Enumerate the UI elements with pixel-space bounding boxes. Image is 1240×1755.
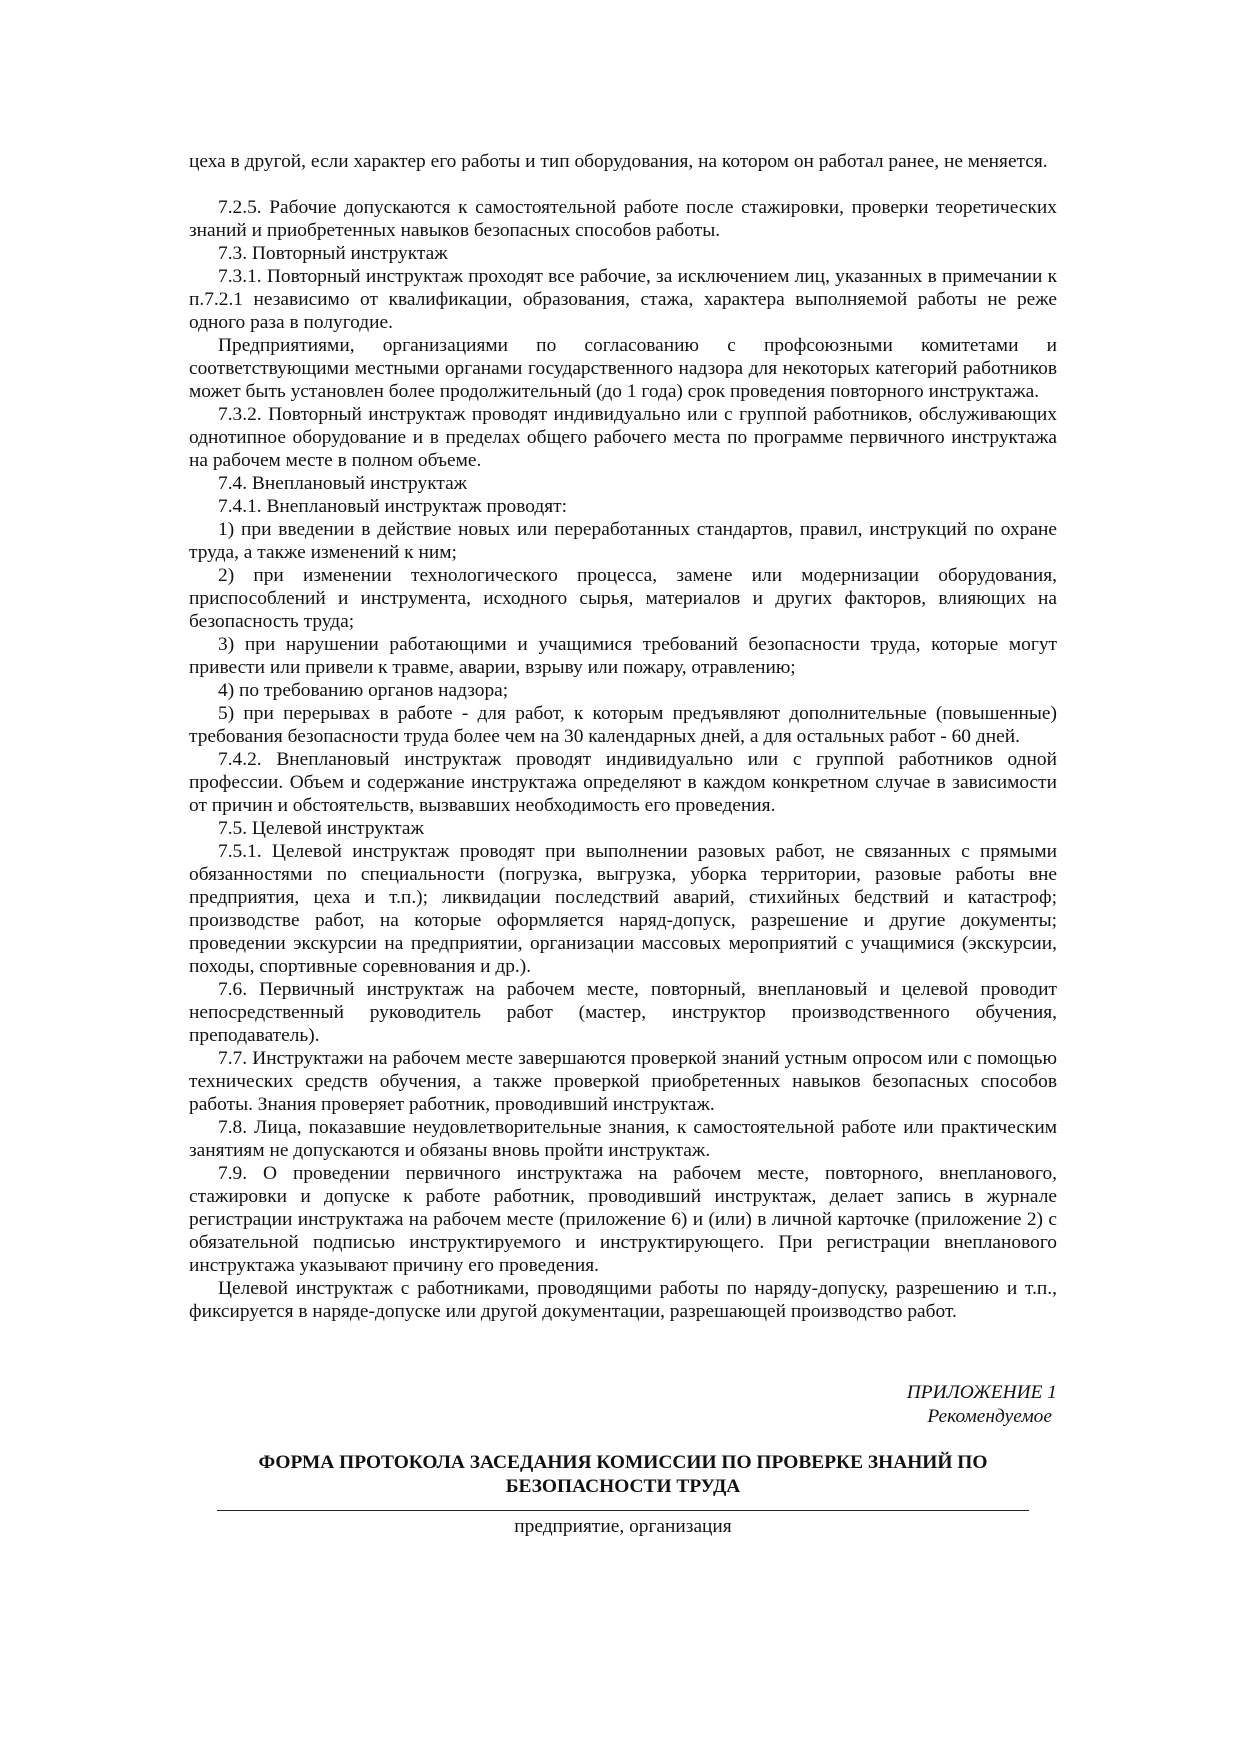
list-item-5: 5) при перерывах в работе - для работ, к которым предъявляют дополнительные (повышенные) требования безопасности труда более чем на 30 календарных дней, а для остальных работ - 60 дней.: [189, 703, 1057, 747]
paragraph-7-2-5: 7.2.5. Рабочие допускаются к самостоятельной работе после стажировки, проверки теоретических знаний и приобретенных навыков безопасных способов работы.: [189, 197, 1057, 241]
paragraph-7-3-1: 7.3.1. Повторный инструктаж проходят все рабочие, за исключением лиц, указанных в примечании к п.7.2.1 независимо от квалификации, образования, стажа, характера выполняемой работы не реже одного раза в полугодие.: [189, 266, 1057, 333]
appendix-label: ПРИЛОЖЕНИЕ 1: [906, 1382, 1057, 1403]
appendix-header: [189, 1381, 1057, 1429]
paragraph-7-9-note: Целевой инструктаж с работниками, проводящими работы по наряду-допуску, разрешению и т.п., фиксируется в наряде-допуске или другой документации, разрешающей производство работ.: [189, 1278, 1057, 1322]
paragraph-7-3-2: 7.3.2. Повторный инструктаж проводят индивидуально или с группой работников, обслуживающих однотипное оборудование и в пределах общего рабочего места по программе первичного инструктажа на рабочем месте в полном объеме.: [189, 404, 1057, 471]
blank-line-caption: предприятие, организация: [514, 1516, 732, 1537]
paragraph-7-6: 7.6. Первичный инструктаж на рабочем месте, повторный, внеплановый и целевой проводит непосредственный руководитель работ (мастер, инструктор производственного обучения, преподаватель).: [189, 979, 1057, 1046]
form-title: ФОРМА ПРОТОКОЛА ЗАСЕДАНИЯ КОМИССИИ ПО ПРОВЕРКЕ ЗНАНИЙ ПО БЕЗОПАСНОСТИ ТРУДА: [258, 1452, 988, 1497]
paragraph-7-8: 7.8. Лица, показавшие неудовлетворительные знания, к самостоятельной работе или практическим занятиям не допускаются и обязаны вновь пройти инструктаж.: [189, 1117, 1057, 1161]
heading-7-4: 7.4. Внеплановый инструктаж: [218, 473, 468, 494]
paragraph-gap: [189, 173, 1057, 196]
list-item-2: 2) при изменении технологического процесса, замене или модернизации оборудования, приспособлений и инструмента, исходного сырья, материалов и других факторов, влияющих на безопасность труда;: [189, 565, 1057, 632]
paragraph-7-9: 7.9. О проведении первичного инструктажа на рабочем месте, повторного, внепланового, стажировки и допуске к работе работник, проводивший инструктаж, делает запись в журнале регистрации инструктажа на рабочем месте (приложение 6) и (или) в личной карточке (приложение 2) с обязательной подписью инструктируемого и инструктирующего. При регистрации внепланового инструктажа указывают причину его проведения.: [189, 1163, 1057, 1276]
paragraph-7-4-1: 7.4.1. Внеплановый инструктаж проводят:: [218, 496, 568, 517]
list-item-1: 1) при введении в действие новых или переработанных стандартов, правил, инструкций по охране труда, а также изменений к ним;: [189, 519, 1057, 563]
paragraph-7-7: 7.7. Инструктажи на рабочем месте завершаются проверкой знаний устным опросом или с помощью технических средств обучения, а также проверкой приобретенных навыков безопасных способов работы. Знания проверяет работник, проводивший инструктаж.: [189, 1048, 1057, 1115]
paragraph-continuation: цеха в другой, если характер его работы и тип оборудования, на котором он работал ранее, не меняется.: [189, 151, 1048, 172]
heading-7-3: 7.3. Повторный инструктаж: [218, 243, 448, 264]
blank-line: [217, 1510, 1029, 1511]
paragraph-7-4-2: 7.4.2. Внеплановый инструктаж проводят индивидуально или с группой работников одной профессии. Объем и содержание инструктажа определяют в каждом конкретном случае в зависимости от причин и обстоятельств, вызвавших необходимость его проведения.: [189, 749, 1057, 816]
list-item-4: 4) по требованию органов надзора;: [218, 680, 509, 701]
paragraph-7-5-1: 7.5.1. Целевой инструктаж проводят при выполнении разовых работ, не связанных с прямыми обязанностями по специальности (погрузка, выгрузка, уборка территории, разовые работы вне предприятия, цеха и т.п.); ликвидации последствий аварий, стихийных бедствий и катастроф; производстве работ, на которые оформляется наряд-допуск, разрешение и другие документы; проведении экскурсии на предприятии, организации массовых мероприятий с учащимися (экскурсии, походы, спортивные соревнования и др.).: [189, 841, 1057, 977]
list-item-3: 3) при нарушении работающими и учащимися требований безопасности труда, которые могут привести или привели к травме, аварии, взрыву или пожару, отравлению;: [189, 634, 1057, 678]
paragraph-7-3-1-note: Предприятиями, организациями по согласованию с профсоюзными комитетами и соответствующими местными органами государственного надзора для некоторых категорий работников может быть установлен более продолжительный (до 1 года) срок проведения повторного инструктажа.: [189, 335, 1057, 402]
document-page: [189, 150, 1057, 1538]
appendix-status: Рекомендуемое: [927, 1406, 1052, 1427]
heading-7-5: 7.5. Целевой инструктаж: [218, 818, 424, 839]
